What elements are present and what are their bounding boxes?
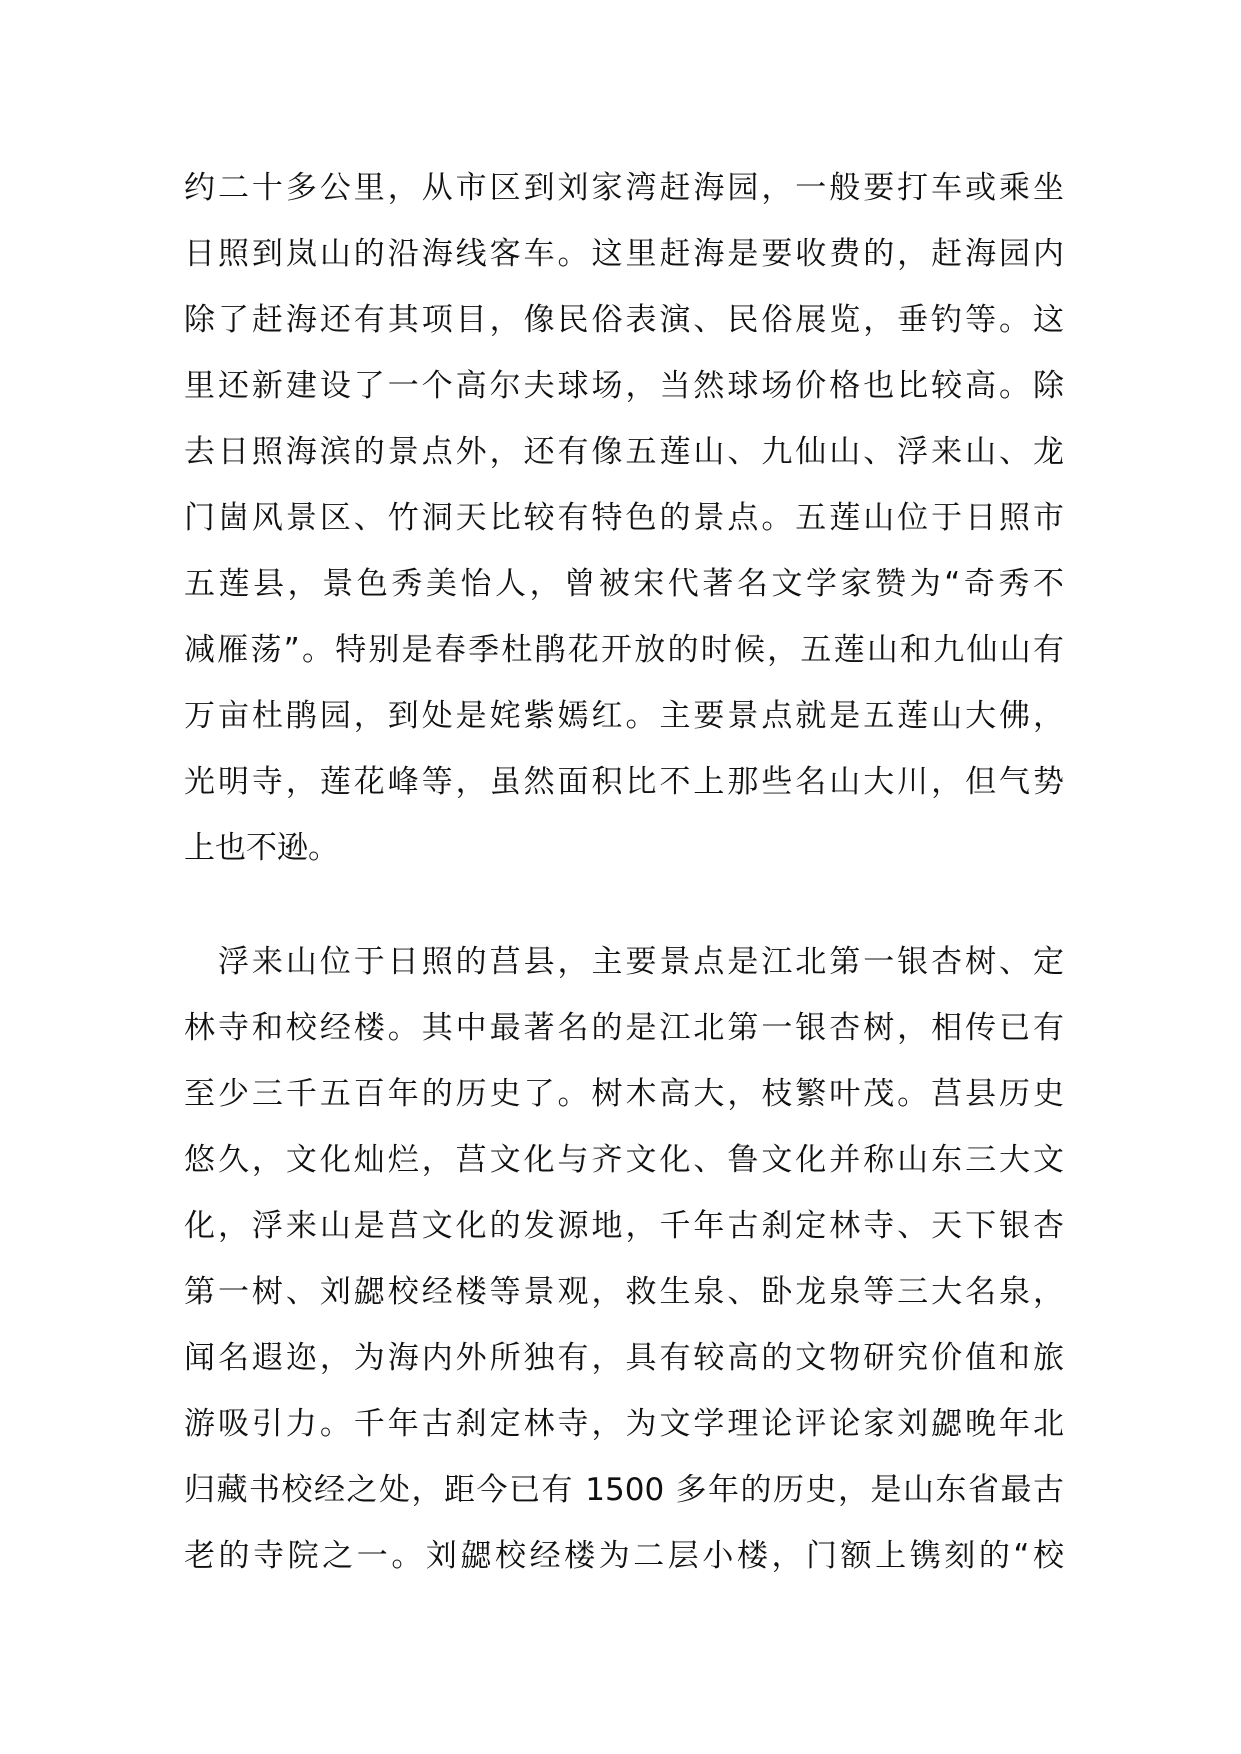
paragraph-1-line: 里还新建设了一个高尔夫球场，当然球场价格也比较高。除 — [184, 368, 1064, 404]
paragraph-1-line: 万亩杜鹃园，到处是姹紫嫣红。主要景点就是五莲山大佛， — [184, 698, 1064, 734]
paragraph-1-line: 除了赶海还有其项目，像民俗表演、民俗展览，垂钓等。这 — [184, 302, 1064, 338]
paragraph-2-line: 闻名遐迩，为海内外所独有，具有较高的文物研究价值和旅 — [184, 1340, 1064, 1376]
paragraph-1-line: 减雁荡”。特别是春季杜鹃花开放的时候，五莲山和九仙山有 — [184, 632, 1064, 668]
paragraph-2 — [184, 929, 1064, 1589]
paragraph-1-line: 上也不逊。 — [184, 830, 339, 866]
paragraph-1-line: 日照到岚山的沿海线客车。这里赶海是要收费的，赶海园内 — [184, 236, 1064, 272]
paragraph-2-line: 至少三千五百年的历史了。树木高大，枝繁叶茂。莒县历史 — [184, 1076, 1064, 1112]
paragraph-2-line: 归藏书校经之处，距今已有 1500 多年的历史，是山东省最古 — [184, 1472, 1064, 1508]
paragraph-2-line: 林寺和校经楼。其中最著名的是江北第一银杏树，相传已有 — [184, 1010, 1064, 1046]
paragraph-1-line: 约二十多公里，从市区到刘家湾赶海园，一般要打车或乘坐 — [184, 170, 1064, 206]
paragraph-2-line: 悠久，文化灿烂，莒文化与齐文化、鲁文化并称山东三大文 — [184, 1142, 1064, 1178]
paragraph-2-line: 浮来山位于日照的莒县，主要景点是江北第一银杏树、定 — [184, 944, 1064, 980]
paragraph-2-line: 老的寺院之一。刘勰校经楼为二层小楼，门额上镌刻的“校 — [184, 1538, 1064, 1574]
paragraph-1-line: 光明寺，莲花峰等，虽然面积比不上那些名山大川，但气势 — [184, 764, 1064, 800]
paragraph-1-line: 五莲县，景色秀美怡人，曾被宋代著名文学家赞为“奇秀不 — [184, 566, 1064, 602]
paragraph-1-line: 去日照海滨的景点外，还有像五莲山、九仙山、浮来山、龙 — [184, 434, 1064, 470]
paragraph-2-line: 化，浮来山是莒文化的发源地，千年古刹定林寺、天下银杏 — [184, 1208, 1064, 1244]
paragraph-2-line: 游吸引力。千年古刹定林寺，为文学理论评论家刘勰晚年北 — [184, 1406, 1064, 1442]
paragraph-1 — [184, 155, 1064, 881]
paragraph-1-line: 门崮风景区、竹洞天比较有特色的景点。五莲山位于日照市 — [184, 500, 1064, 536]
paragraph-2-line: 第一树、刘勰校经楼等景观，救生泉、卧龙泉等三大名泉， — [184, 1274, 1064, 1310]
